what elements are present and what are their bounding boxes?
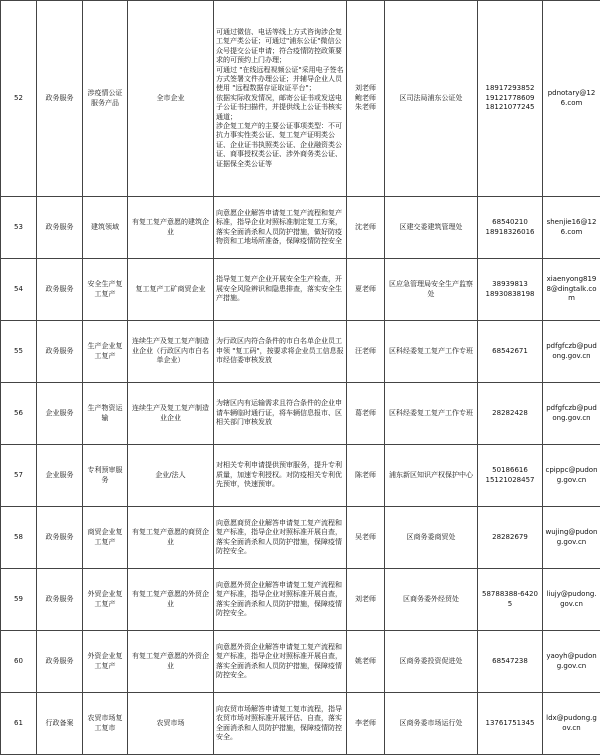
service-target — [128, 259, 214, 321]
contact-email-line: wujing@pudong.gov.cn — [545, 528, 598, 547]
row-number-line: 59 — [3, 595, 34, 604]
content-paragraph: 向意愿外资企业解答申请复工复产流程和复产标准，指导企业对照标准开展自查，落实全面消杀和人员防护措施，保障疫情防控安全。 — [216, 643, 344, 681]
contact-phone — [478, 569, 543, 631]
table-row — [1, 569, 600, 631]
service-item — [83, 383, 128, 445]
contact-email — [543, 507, 600, 569]
contact-email-line: shenjie16@126.com — [545, 218, 598, 237]
service-target-line: 有复工复产意愿的建筑企业 — [130, 218, 211, 237]
service-item — [83, 631, 128, 693]
service-type-line: 政务服务 — [39, 285, 80, 294]
service-item — [83, 569, 128, 631]
contact-phone — [478, 197, 543, 259]
service-item — [83, 259, 128, 321]
contact-person-line: 陈老师 — [349, 471, 382, 480]
responsible-unit — [385, 197, 478, 259]
service-type-line: 政务服务 — [39, 595, 80, 604]
contact-person-line: 李老师 — [349, 719, 382, 728]
row-number — [1, 259, 37, 321]
row-number-line: 55 — [3, 347, 34, 356]
service-target — [128, 383, 214, 445]
responsible-unit-line: 区科经委复工复产工作专班 — [387, 409, 475, 418]
responsible-unit-line: 区建交委建筑管理处 — [387, 223, 475, 232]
row-number — [1, 631, 37, 693]
service-target-line: 企业/法人 — [130, 471, 211, 480]
contact-phone — [478, 321, 543, 383]
service-type — [37, 383, 83, 445]
contact-email — [543, 569, 600, 631]
contact-person-line: 朱老师 — [349, 103, 382, 112]
responsible-unit — [385, 383, 478, 445]
contact-phone-line: 15121028457 — [480, 476, 540, 485]
contact-phone-line: 68540210 — [480, 218, 540, 227]
contact-phone — [478, 507, 543, 569]
service-target — [128, 631, 214, 693]
row-number-line: 52 — [3, 94, 34, 103]
contact-phone-line: 68547238 — [480, 657, 540, 666]
responsible-unit-line: 区科经委复工复产工作专班 — [387, 347, 475, 356]
contact-person — [347, 693, 385, 755]
row-number — [1, 383, 37, 445]
service-content — [214, 197, 347, 259]
contact-person — [347, 321, 385, 383]
service-content — [214, 693, 347, 755]
service-content — [214, 507, 347, 569]
table-row — [1, 693, 600, 755]
service-target-line: 有复工复产意愿的商贸企业 — [130, 528, 211, 547]
row-number-line: 57 — [3, 471, 34, 480]
contact-phone-line: 13761751345 — [480, 719, 540, 728]
content-paragraph: 为辖区内有运输需求且符合条件的企业申请车辆临时通行证，将车辆信息报市、区相关部门审核发放 — [216, 399, 344, 427]
contact-email — [543, 445, 600, 507]
contact-email — [543, 259, 600, 321]
contact-phone-line: 68542671 — [480, 347, 540, 356]
service-type-line: 政务服务 — [39, 533, 80, 542]
responsible-unit-line: 区司法局浦东公证处 — [387, 94, 475, 103]
row-number-line: 61 — [3, 719, 34, 728]
service-item-line: 建筑领域 — [85, 223, 125, 232]
row-number-line: 58 — [3, 533, 34, 542]
row-number — [1, 321, 37, 383]
service-type — [37, 1, 83, 197]
contact-email — [543, 1, 600, 197]
service-target-line: 全市企业 — [130, 94, 211, 103]
service-type-line: 行政备案 — [39, 719, 80, 728]
responsible-unit-line: 区应急管理局安全生产监察处 — [387, 280, 475, 299]
contact-person — [347, 197, 385, 259]
content-paragraph: 向意愿外贸企业解答申请复工复产流程和复产标准，指导企业对照标准开展自查，落实全面消杀和人员防护措施，保障疫情防控安全。 — [216, 581, 344, 619]
contact-person — [347, 1, 385, 197]
contact-email — [543, 693, 600, 755]
responsible-unit — [385, 507, 478, 569]
service-type-line: 政务服务 — [39, 223, 80, 232]
service-target-line: 复工复产工矿商贸企业 — [130, 285, 211, 294]
contact-person — [347, 569, 385, 631]
service-item-line: 专利预审服务 — [85, 466, 125, 485]
contact-phone — [478, 383, 543, 445]
service-target — [128, 445, 214, 507]
contact-phone-line: 58788388-64205 — [480, 590, 540, 609]
contact-phone-line: 18121077245 — [480, 103, 540, 112]
row-number-line: 53 — [3, 223, 34, 232]
contact-email-line: ldx@pudong.gov.cn — [545, 714, 598, 733]
service-type-line: 企业服务 — [39, 409, 80, 418]
service-type — [37, 507, 83, 569]
responsible-unit — [385, 1, 478, 197]
service-type-line: 政务服务 — [39, 347, 80, 356]
service-content — [214, 445, 347, 507]
row-number — [1, 1, 37, 197]
contact-phone — [478, 445, 543, 507]
contact-person — [347, 631, 385, 693]
table-row — [1, 507, 600, 569]
service-item-line: 生产企业复工复产 — [85, 342, 125, 361]
service-target-line: 连续生产及复工复产制造业企业 — [130, 404, 211, 423]
contact-phone-line: 18918326016 — [480, 228, 540, 237]
responsible-unit — [385, 445, 478, 507]
content-paragraph: 对相关专利申请提供预审服务，提升专利质量，加速专利授权。对防疫相关专利优先预审，快速预审。 — [216, 461, 344, 489]
contact-person — [347, 259, 385, 321]
content-paragraph: 涉企复工复产的主要公证事项类型：不可抗力事实性类公证、复工复产证明类公证、企业证书执照类公证、企业融资类公证、商事授权类公证、涉外商务类公证、证据保全类公证等 — [216, 122, 344, 169]
service-target-line: 有复工复产意愿的外贸企业 — [130, 590, 211, 609]
service-type — [37, 569, 83, 631]
service-target-line: 农贸市场 — [130, 719, 211, 728]
service-content — [214, 321, 347, 383]
responsible-unit-line: 区商务委投资促进处 — [387, 657, 475, 666]
row-number — [1, 507, 37, 569]
content-paragraph: 可通过 "在线远程视频公证"采用电子签名方式签署文件办理公证；并辅导企业人员使用 "远程数据存证取证平台"； — [216, 66, 344, 94]
content-paragraph: 为行政区内符合条件的市白名单企业员工申领 "复工码"，按要求将企业员工信息报市经信委审核发放 — [216, 337, 344, 365]
service-type — [37, 259, 83, 321]
service-type-line: 政务服务 — [39, 94, 80, 103]
service-content — [214, 1, 347, 197]
service-target — [128, 693, 214, 755]
contact-person-line: 沈老师 — [349, 223, 382, 232]
content-paragraph: 向农贸市场解答申请复工复市流程，指导农贸市场对照标准开展评估、自查，落实全面消杀和人员防护措施，保障疫情防控安全。 — [216, 705, 344, 743]
contact-email-line: pdfgfczb@pudong.gov.cn — [545, 342, 598, 361]
responsible-unit — [385, 631, 478, 693]
row-number-line: 60 — [3, 657, 34, 666]
service-item-line: 涉疫情公证服务产品 — [85, 89, 125, 108]
service-item — [83, 507, 128, 569]
service-item-line: 商贸企业复工复产 — [85, 528, 125, 547]
service-item-line: 农贸市场复工复市 — [85, 714, 125, 733]
service-target-line: 有复工复产意愿的外资企业 — [130, 652, 211, 671]
service-item-line: 安全生产复工复产 — [85, 280, 125, 299]
responsible-unit — [385, 569, 478, 631]
service-type — [37, 631, 83, 693]
contact-email-line: pdfgfczb@pudong.gov.cn — [545, 404, 598, 423]
service-item-line: 生产物资运输 — [85, 404, 125, 423]
responsible-unit-line: 区商务委商贸处 — [387, 533, 475, 542]
row-number — [1, 197, 37, 259]
content-paragraph: 向意愿商贸企业解答申请复工复产流程和复产标准，指导企业对照标准开展自查，落实全面消杀和人员防护措施，保障疫情防控安全。 — [216, 519, 344, 557]
service-target — [128, 569, 214, 631]
row-number-line: 54 — [3, 285, 34, 294]
table-row — [1, 321, 600, 383]
table-row — [1, 383, 600, 445]
service-type — [37, 445, 83, 507]
service-item — [83, 197, 128, 259]
contact-email — [543, 321, 600, 383]
responsible-unit — [385, 259, 478, 321]
contact-phone-line: 28282428 — [480, 409, 540, 418]
table-row — [1, 1, 600, 197]
responsible-unit — [385, 693, 478, 755]
contact-email-line: yaoyh@pudong.gov.cn — [545, 652, 598, 671]
responsible-unit-line: 区商务委外经贸处 — [387, 595, 475, 604]
responsible-unit-line: 浦东新区知识产权保护中心 — [387, 471, 475, 480]
contact-phone-line: 28282679 — [480, 533, 540, 542]
service-item-line: 外资企业复工复产 — [85, 652, 125, 671]
content-paragraph: 可通过微信、电话等线上方式咨询涉企复工复产类公证；可通过"浦东公证"微信公众号提交公证申请；符合疫情防控政策要求的可预约上门办理； — [216, 28, 344, 66]
service-item — [83, 321, 128, 383]
contact-person-line: 姚老师 — [349, 657, 382, 666]
contact-phone-line: 38939813 — [480, 280, 540, 289]
service-type — [37, 693, 83, 755]
contact-email-line: xiaenyong8198@dingtalk.com — [545, 275, 598, 303]
contact-email — [543, 197, 600, 259]
contact-person-line: 夏老师 — [349, 285, 382, 294]
service-content — [214, 383, 347, 445]
table-row — [1, 631, 600, 693]
contact-phone-line: 19121778609 — [480, 94, 540, 103]
contact-phone-line: 50186616 — [480, 466, 540, 475]
contact-person — [347, 383, 385, 445]
row-number-line: 56 — [3, 409, 34, 418]
content-paragraph: 指导复工复产企业开展安全生产检查，开展安全风险辨识和隐患排查，落实安全生产措施。 — [216, 275, 344, 303]
contact-email — [543, 631, 600, 693]
contact-phone — [478, 631, 543, 693]
service-type — [37, 197, 83, 259]
service-target — [128, 197, 214, 259]
service-content — [214, 569, 347, 631]
contact-phone — [478, 259, 543, 321]
table-row — [1, 197, 600, 259]
service-target — [128, 507, 214, 569]
contact-phone — [478, 693, 543, 755]
service-content — [214, 631, 347, 693]
contact-person-line: 鲍老师 — [349, 94, 382, 103]
service-type-line: 企业服务 — [39, 471, 80, 480]
service-target — [128, 321, 214, 383]
contact-phone — [478, 1, 543, 197]
service-target-line: 连续生产及复工复产制造业企业（行政区内市白名单企业） — [130, 337, 211, 365]
service-item-line: 外贸企业复工复产 — [85, 590, 125, 609]
responsible-unit-line: 区商务委市场运行处 — [387, 719, 475, 728]
table-row — [1, 259, 600, 321]
service-item — [83, 693, 128, 755]
contact-person — [347, 507, 385, 569]
row-number — [1, 445, 37, 507]
service-type-line: 政务服务 — [39, 657, 80, 666]
contact-phone-line: 18917293852 — [480, 84, 540, 93]
contact-person-line: 汪老师 — [349, 347, 382, 356]
service-item — [83, 1, 128, 197]
contact-person-line: 葛老师 — [349, 409, 382, 418]
contact-email-line: cpippc@pudong.gov.cn — [545, 466, 598, 485]
row-number — [1, 569, 37, 631]
table-row — [1, 445, 600, 507]
contact-person-line: 刘老师 — [349, 84, 382, 93]
contact-phone-line: 18930838198 — [480, 290, 540, 299]
content-paragraph: 向意愿企业解答申请复工复产流程和复产标准，指导企业对照标准制定复工方案，落实全面消杀和人员防护措施，做好防疫物资和工地场所准备，保障疫情防控安全 — [216, 209, 344, 247]
contact-person — [347, 445, 385, 507]
content-paragraph: 依据实际收发情况，邮寄公证书或发送电子公证书扫描件，并提供线上公证书核实通道； — [216, 94, 344, 122]
row-number — [1, 693, 37, 755]
service-target — [128, 1, 214, 197]
contact-email-line: liujy@pudong.gov.cn — [545, 590, 598, 609]
responsible-unit — [385, 321, 478, 383]
contact-email-line: pdnotary@126.com — [545, 89, 598, 108]
service-content — [214, 259, 347, 321]
contact-person-line: 刘老师 — [349, 595, 382, 604]
contact-email — [543, 383, 600, 445]
service-item — [83, 445, 128, 507]
contact-person-line: 吴老师 — [349, 533, 382, 542]
service-type — [37, 321, 83, 383]
